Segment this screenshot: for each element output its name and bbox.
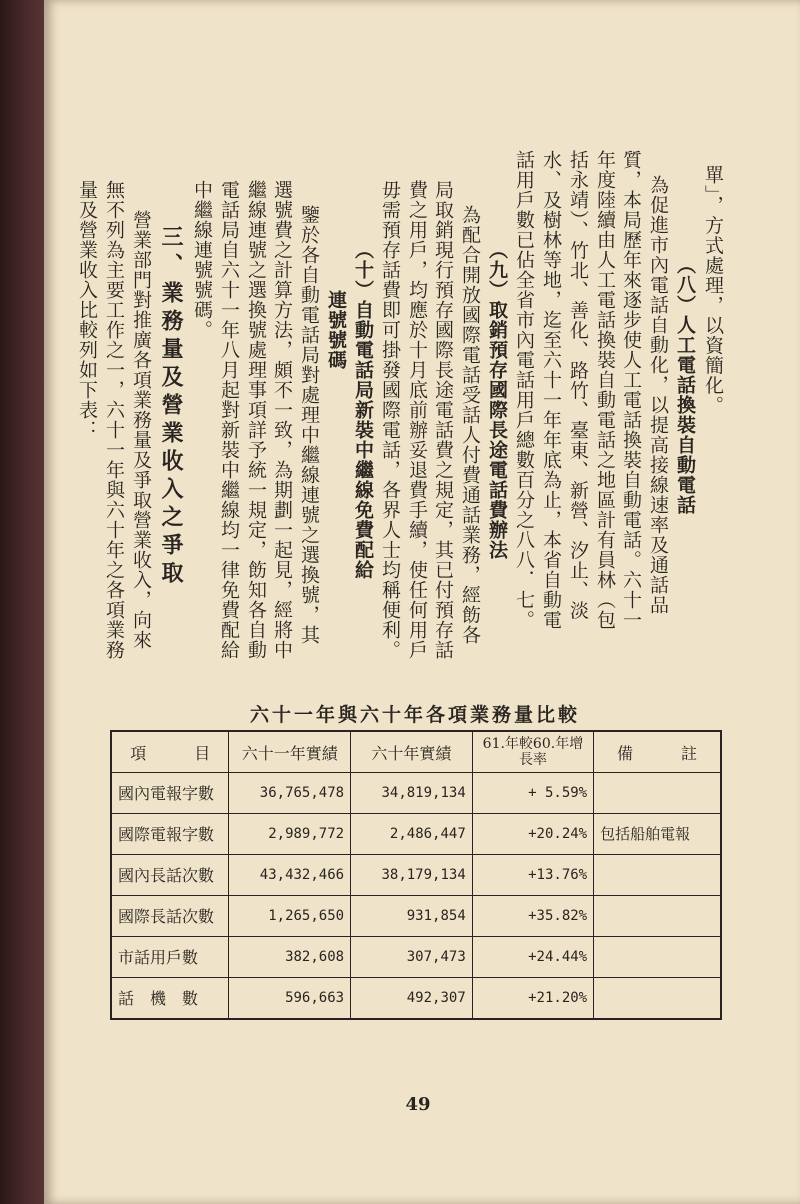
text-column: 毋需預存話費即可掛發國際電話，各界人士均稱便利。 xyxy=(379,180,401,660)
table-title: 六十一年與六十年各項業務量比較 xyxy=(249,704,580,726)
row-year60: 307,473 xyxy=(351,936,473,977)
header-year61: 六十一年實績 xyxy=(229,731,351,773)
row-growth: +35.82% xyxy=(472,895,593,936)
text-column: 量及營業收入比較列如下表： xyxy=(76,180,98,440)
row-year61: 1,265,650 xyxy=(229,895,351,936)
row-year60: 34,819,134 xyxy=(351,773,473,814)
text-column: 為配合開放國際電話受話人付費通話業務，經飭各 xyxy=(459,205,481,645)
row-item: 國際長話次數 xyxy=(111,895,229,936)
text-column: 無不列為主要工作之一，六十一年與六十年之各項業務 xyxy=(103,180,125,660)
row-growth: +24.44% xyxy=(472,936,593,977)
table-header-row xyxy=(111,731,721,773)
text-column: 話用戶數已佔全省市內電話用戶總數百分之八八．七。 xyxy=(513,150,535,630)
row-year61: 43,432,466 xyxy=(229,854,351,895)
row-note xyxy=(594,895,721,936)
row-note xyxy=(594,854,721,895)
row-item: 國內長話次數 xyxy=(111,854,229,895)
table-row xyxy=(111,813,721,854)
header-note: 備 註 xyxy=(594,731,721,773)
text-column: 電話局自六十一年八月起對新裝中繼線均一律免費配給 xyxy=(218,180,240,660)
section-heading-continued: 連號號碼 xyxy=(325,290,347,370)
text-column: 選號費之計算方法，頗不一致，為期劃一起見，經將中 xyxy=(271,180,293,660)
text-column: 括永靖）、竹北、善化、路竹、臺東、新營、汐止、淡 xyxy=(567,150,589,621)
row-year61: 596,663 xyxy=(229,977,351,1019)
statistics-table xyxy=(110,730,722,1020)
text-column: 繼線連號之選換號處理事項詳予統一規定，飭知各自動 xyxy=(245,180,267,660)
row-year61: 2,989,772 xyxy=(229,813,351,854)
row-note: 包括船舶電報 xyxy=(594,813,721,854)
table-row xyxy=(111,773,721,814)
section-heading: 三、業務量及營業收入之爭取 xyxy=(158,225,184,589)
text-column: 為促進市內電話自動化，以提高接線速率及通話品 xyxy=(647,175,669,615)
row-growth: + 5.59% xyxy=(472,773,593,814)
text-column: 營業部門對推廣各項業務量及爭取營業收入，向來 xyxy=(130,210,152,650)
row-item: 國內電報字數 xyxy=(111,773,229,814)
text-column: 局取銷現行預存國際長途電話費之規定，其已付預存話 xyxy=(432,180,454,660)
row-growth: +13.76% xyxy=(472,854,593,895)
text-column: 水、及樹林等地，迄至六十一年年底為止，本省自動電 xyxy=(540,150,562,630)
row-year61: 36,765,478 xyxy=(229,773,351,814)
section-heading: （十）自動電話局新裝中繼線免費配給 xyxy=(352,240,374,580)
row-year60: 38,179,134 xyxy=(351,854,473,895)
table-row xyxy=(111,895,721,936)
table-row xyxy=(111,936,721,977)
row-year60: 931,854 xyxy=(351,895,473,936)
text-column: 鑒於各自動電話局對處理中繼線連號之選換號，其 xyxy=(298,205,320,645)
row-year61: 382,608 xyxy=(229,936,351,977)
row-growth: +20.24% xyxy=(472,813,593,854)
text-column: 中繼線連號號碼。 xyxy=(191,180,213,340)
text-column: 費之用戶，均應於十月底前辦妥退費手續，使任何用戶 xyxy=(406,180,428,660)
row-note xyxy=(594,977,721,1019)
section-heading: （八）人工電話換裝自動電話 xyxy=(674,255,696,515)
row-item: 市話用戶數 xyxy=(111,936,229,977)
row-item: 國際電報字數 xyxy=(111,813,229,854)
row-note xyxy=(594,773,721,814)
header-year60: 六十年實績 xyxy=(351,731,473,773)
header-growth: 61.年較60.年增長率 xyxy=(472,731,593,773)
row-year60: 492,307 xyxy=(351,977,473,1019)
text-column: 單」，方式處理，以資簡化。 xyxy=(702,165,724,416)
row-year60: 2,486,447 xyxy=(351,813,473,854)
text-column: 年度陸續由人工電話換裝自動電話之地區計有員林（包 xyxy=(594,150,616,630)
row-growth: +21.20% xyxy=(472,977,593,1019)
text-column: 質，本局歷年來逐步使人工電話換裝自動電話。六十一 xyxy=(620,150,642,630)
page-number: 49 xyxy=(405,1094,431,1115)
header-item: 項 目 xyxy=(111,731,229,773)
table-row xyxy=(111,854,721,895)
row-note xyxy=(594,936,721,977)
table-row xyxy=(111,977,721,1019)
book-spine xyxy=(0,0,48,1204)
section-heading: （九）取銷預存國際長途電話費辦法 xyxy=(486,240,508,560)
row-item: 話 機 數 xyxy=(111,977,229,1019)
